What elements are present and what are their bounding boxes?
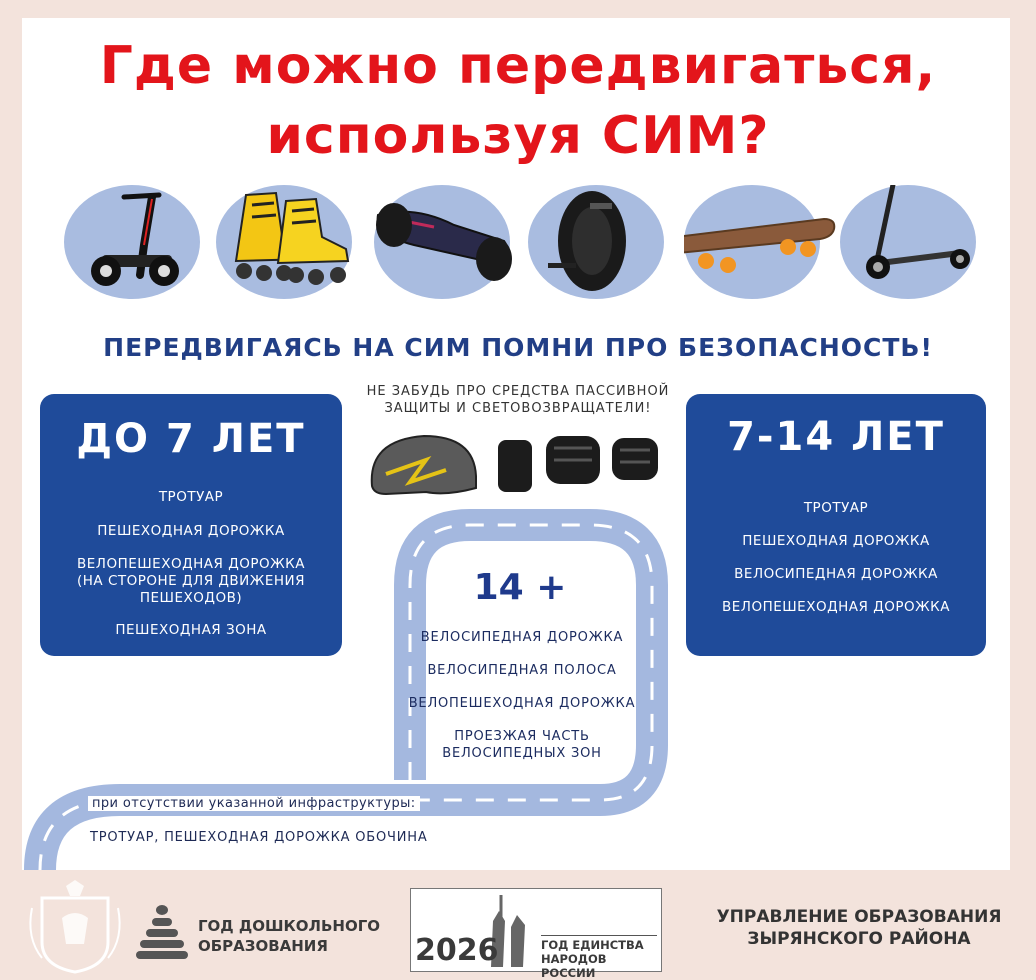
age-title: ДО 7 ЛЕТ — [76, 416, 306, 462]
unity-year-number: 2026 — [415, 933, 499, 968]
page-title-line2: используя СИМ? — [266, 106, 770, 166]
allowed-place: ВЕЛОПЕШЕХОДНАЯ ДОРОЖКА — [408, 696, 636, 711]
passive-line1: НЕ ЗАБУДЬ ПРО СРЕДСТВА ПАССИВНОЙ — [366, 384, 670, 399]
allowed-place: ВЕЛОПЕШЕХОДНАЯ ДОРОЖКА — [722, 599, 950, 615]
unity-line2: НАРОДОВ РОССИИ — [541, 952, 607, 980]
allowed-place: ТРОТУАР — [158, 489, 224, 505]
no-infrastructure-value: ТРОТУАР, ПЕШЕХОДНАЯ ДОРОЖКА ОБОЧИНА — [90, 830, 428, 845]
allowed-place: ПРОЕЗЖАЯ ЧАСТЬ — [454, 729, 590, 744]
passive-line2: ЗАЩИТЫ И СВЕТОВОЗВРАЩАТЕЛИ! — [384, 401, 652, 416]
allowed-place: ТРОТУАР — [803, 500, 869, 516]
allowed-place: ВЕЛОСИПЕДНАЯ ДОРОЖКА — [420, 630, 624, 645]
age-title: 7-14 ЛЕТ — [727, 414, 945, 460]
age-card-under-7 — [40, 394, 342, 656]
protective-pads-icon — [494, 434, 664, 498]
year-preschool-line2: ОБРАЗОВАНИЯ — [198, 937, 328, 955]
age-card-7-14 — [686, 394, 986, 656]
unity-year-text — [541, 935, 657, 980]
year-preschool-label — [198, 916, 380, 956]
coat-of-arms-icon — [22, 878, 128, 974]
allowed-place: ПЕШЕХОДНАЯ ДОРОЖКА — [97, 523, 285, 539]
age-title-14-plus: 14 + — [473, 567, 567, 608]
allowed-place: ВЕЛОСИПЕДНЫХ ЗОН — [442, 746, 602, 761]
year-preschool-line1: ГОД ДОШКОЛЬНОГО — [198, 917, 381, 935]
organization-name — [700, 906, 1018, 950]
allowed-place-note: ПЕШЕХОДОВ) — [139, 590, 243, 606]
helmet-icon — [366, 430, 486, 500]
no-infrastructure-label: при отсутствии указанной инфраструктуры: — [88, 796, 420, 811]
passive-protection-note — [340, 383, 696, 417]
allowed-place-note: (НА СТОРОНЕ ДЛЯ ДВИЖЕНИЯ — [77, 573, 305, 589]
unity-year-logo — [410, 888, 662, 980]
safety-subtitle: ПЕРЕДВИГАЯСЬ НА СИМ ПОМНИ ПРО БЕЗОПАСНОСТЬ! — [103, 333, 933, 362]
allowed-place: ПЕШЕХОДНАЯ ДОРОЖКА — [742, 533, 930, 549]
allowed-place: ВЕЛОСИПЕДНАЯ ДОРОЖКА — [734, 566, 938, 582]
allowed-place: ПЕШЕХОДНАЯ ЗОНА — [115, 622, 267, 638]
allowed-place: ВЕЛОСИПЕДНАЯ ПОЛОСА — [427, 663, 617, 678]
allowed-place: ВЕЛОПЕШЕХОДНАЯ ДОРОЖКА — [77, 556, 305, 572]
pyramid-toy-icon — [134, 904, 190, 962]
org-line1: УПРАВЛЕНИЕ ОБРАЗОВАНИЯ — [716, 907, 1002, 927]
org-line2: ЗЫРЯНСКОГО РАЙОНА — [747, 929, 971, 949]
unity-line1: ГОД ЕДИНСТВА — [541, 938, 644, 952]
page-title-line1: Где можно передвигаться, — [99, 36, 937, 96]
